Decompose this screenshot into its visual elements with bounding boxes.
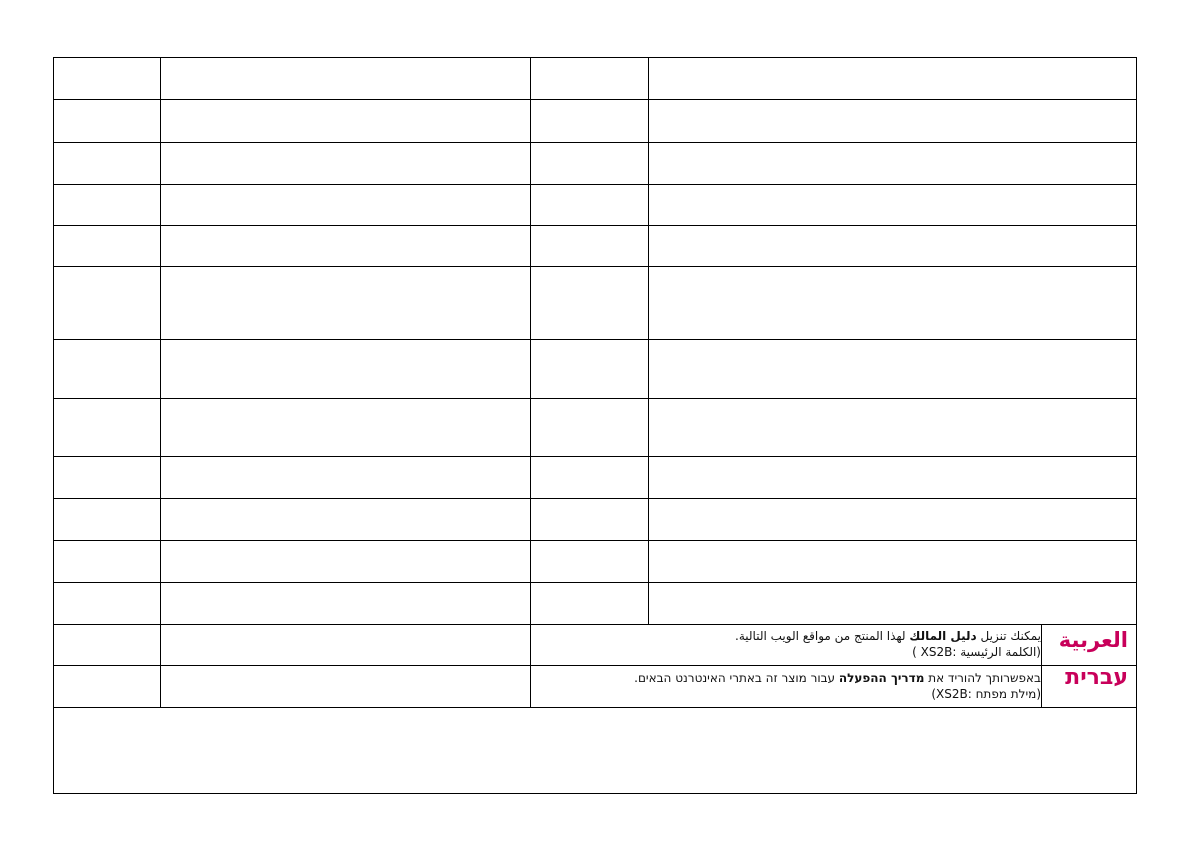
hebrew-line-1: באפשרותך להוריד את מדריך ההפעלה עבור מוצר זה באתרי האינטרנט הבאים.: [634, 671, 1041, 685]
row-divider: [54, 225, 1136, 226]
arabic-manual-text: [735, 628, 1041, 660]
row-divider: [54, 398, 1136, 399]
row-divider: [54, 142, 1136, 143]
column-divider: [530, 58, 531, 708]
row-divider: [54, 665, 1136, 666]
row-divider: [54, 582, 1136, 583]
arabic-keyword-line: (الكلمة الرئيسية :XS2B ): [912, 645, 1041, 659]
arabic-line-1: يمكنك تنزيل دليل المالك لهذا المنتج من مواقع الويب التالية.: [735, 629, 1041, 643]
row-divider: [54, 540, 1136, 541]
row-divider: [54, 624, 1136, 625]
row-divider: [54, 498, 1136, 499]
row-divider: [54, 99, 1136, 100]
column-divider: [160, 58, 161, 708]
column-divider: [648, 58, 649, 624]
row-divider: [54, 339, 1136, 340]
row-divider: [54, 266, 1136, 267]
hebrew-keyword-line: (מילת מפתח :XS2B): [931, 687, 1041, 701]
hebrew-language-label: עברית: [1065, 665, 1128, 690]
row-divider: [54, 456, 1136, 457]
document-table: [53, 57, 1137, 794]
hebrew-manual-text: [634, 670, 1041, 702]
row-divider: [54, 707, 1136, 708]
row-divider: [54, 184, 1136, 185]
column-divider: [1041, 624, 1042, 708]
arabic-language-label: العربية: [1058, 628, 1128, 652]
